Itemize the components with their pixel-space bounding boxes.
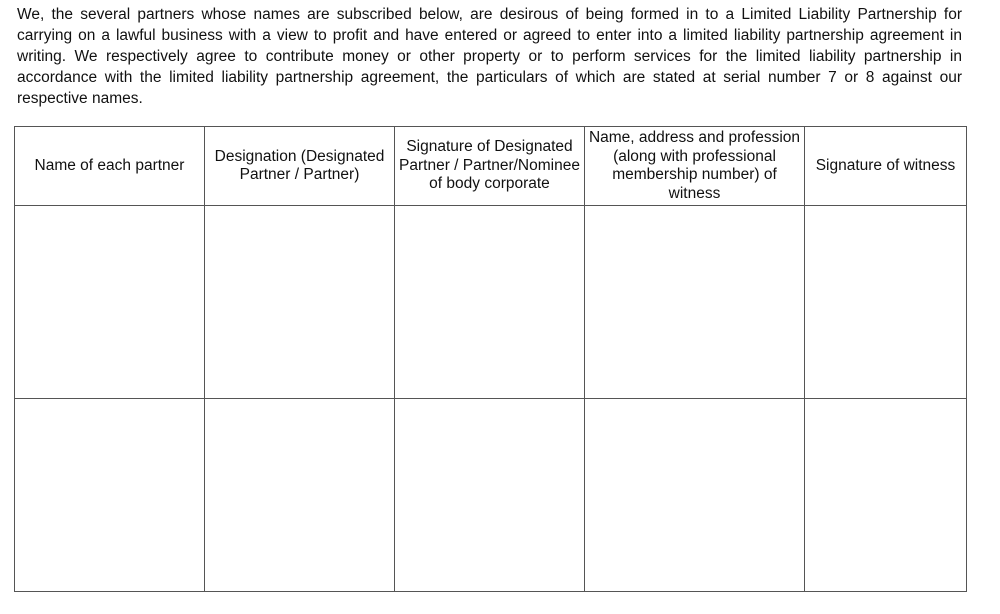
cell-partner-signature[interactable] bbox=[395, 206, 585, 399]
cell-witness-signature[interactable] bbox=[805, 399, 967, 592]
cell-designation[interactable] bbox=[205, 206, 395, 399]
table-header-row bbox=[15, 127, 967, 206]
cell-witness-signature[interactable] bbox=[805, 206, 967, 399]
cell-partner-name[interactable] bbox=[15, 399, 205, 592]
header-witness-signature: Signature of witness bbox=[805, 127, 967, 206]
table-row bbox=[15, 399, 967, 592]
cell-partner-name[interactable] bbox=[15, 206, 205, 399]
header-designation: Designation (Designated Partner / Partner) bbox=[205, 127, 395, 206]
cell-witness-details[interactable] bbox=[585, 206, 805, 399]
table-row bbox=[15, 206, 967, 399]
header-partner-signature: Signature of Designated Partner / Partner/Nominee of body corporate bbox=[395, 127, 585, 206]
declaration-paragraph: We, the several partners whose names are subscribed below, are desirous of being formed in to a Limited Liability Partnership for carrying on a lawful business with a view to profit and have entered or agreed to enter into a limited liability partnership agreement in writing. We respectively agree to contribute money or other property or to perform services for the limited liability partnership in accordance with the limited liability partnership agreement, the particulars of which are stated at serial number 7 or 8 against our respective names. bbox=[17, 6, 962, 107]
partner-signature-table bbox=[14, 126, 967, 592]
cell-witness-details[interactable] bbox=[585, 399, 805, 592]
cell-designation[interactable] bbox=[205, 399, 395, 592]
header-witness-details: Name, address and profession (along with professional membership number) of witness bbox=[585, 127, 805, 206]
cell-partner-signature[interactable] bbox=[395, 399, 585, 592]
header-partner-name: Name of each partner bbox=[15, 127, 205, 206]
